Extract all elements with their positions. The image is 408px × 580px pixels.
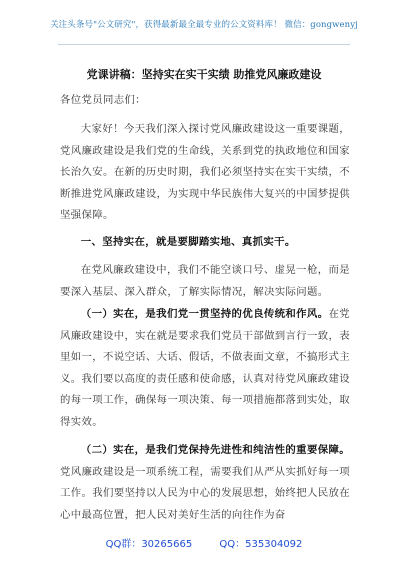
footer-qq: QQ：535304092 (219, 539, 303, 550)
subsection-1-heading: （一）实在，是我们党一贯坚持的优良传统和作风。 (80, 308, 329, 320)
salutation: 各位党员同志们： (60, 94, 146, 106)
document-title: 党课讲稿：坚持实在实干实绩 助推党风廉政建设 (86, 68, 322, 81)
footer-contacts (0, 535, 408, 550)
subsection-2-body: 党风廉政建设是一项系统工程，需要我们从严从实抓好每一项工作。我们要坚持以人民为中心的发展思想，始终把人民放在心中最高位置，把人民对美好生活的向往作为奋 (60, 465, 350, 521)
subsection-1-paragraph (60, 304, 350, 433)
subsection-1-body: 在党风廉政建设中，实在就是要求我们党员干部做到言行一致，表里如一，不说空话、大话、假话，不做表面文章，不搞形式主义。我们要以高度的责任感和使命感，认真对待党风廉政建设的每一项工作，确保每一项决策、每一项措施都落到实处，取得实效。 (60, 308, 350, 428)
subsection-2-heading: （二）实在，是我们党保持先进性和纯洁性的重要保障。 (80, 444, 350, 456)
footer-qq-group: QQ群：30265665 (105, 539, 193, 550)
subsection-2-paragraph (60, 440, 350, 526)
section-1-paragraph: 在党风廉政建设中，我们不能空谈口号、虚晃一枪，而是要深入基层、深入群众，了解实际情况，解决实际问题。 (60, 264, 350, 298)
header-banner: 关注头条号"公文研究"，获得最新最全最专业的公文资料库！ 微信：gongwenyj (50, 20, 358, 30)
section-heading-1: 一、坚持实在，就是要脚踏实地、真抓实干。 (80, 236, 296, 248)
header-divider (58, 44, 350, 45)
intro-paragraph: 大家好！今天我们深入探讨党风廉政建设这一重要课题，党风廉政建设是我们党的生命线，关系到党的执政地位和国家长治久安。在新的历史时期，我们必须坚持实在实干实绩，不断推进党风廉政建设，为实现中华民族伟大复兴的中国梦提供坚强保障。 (60, 123, 350, 221)
